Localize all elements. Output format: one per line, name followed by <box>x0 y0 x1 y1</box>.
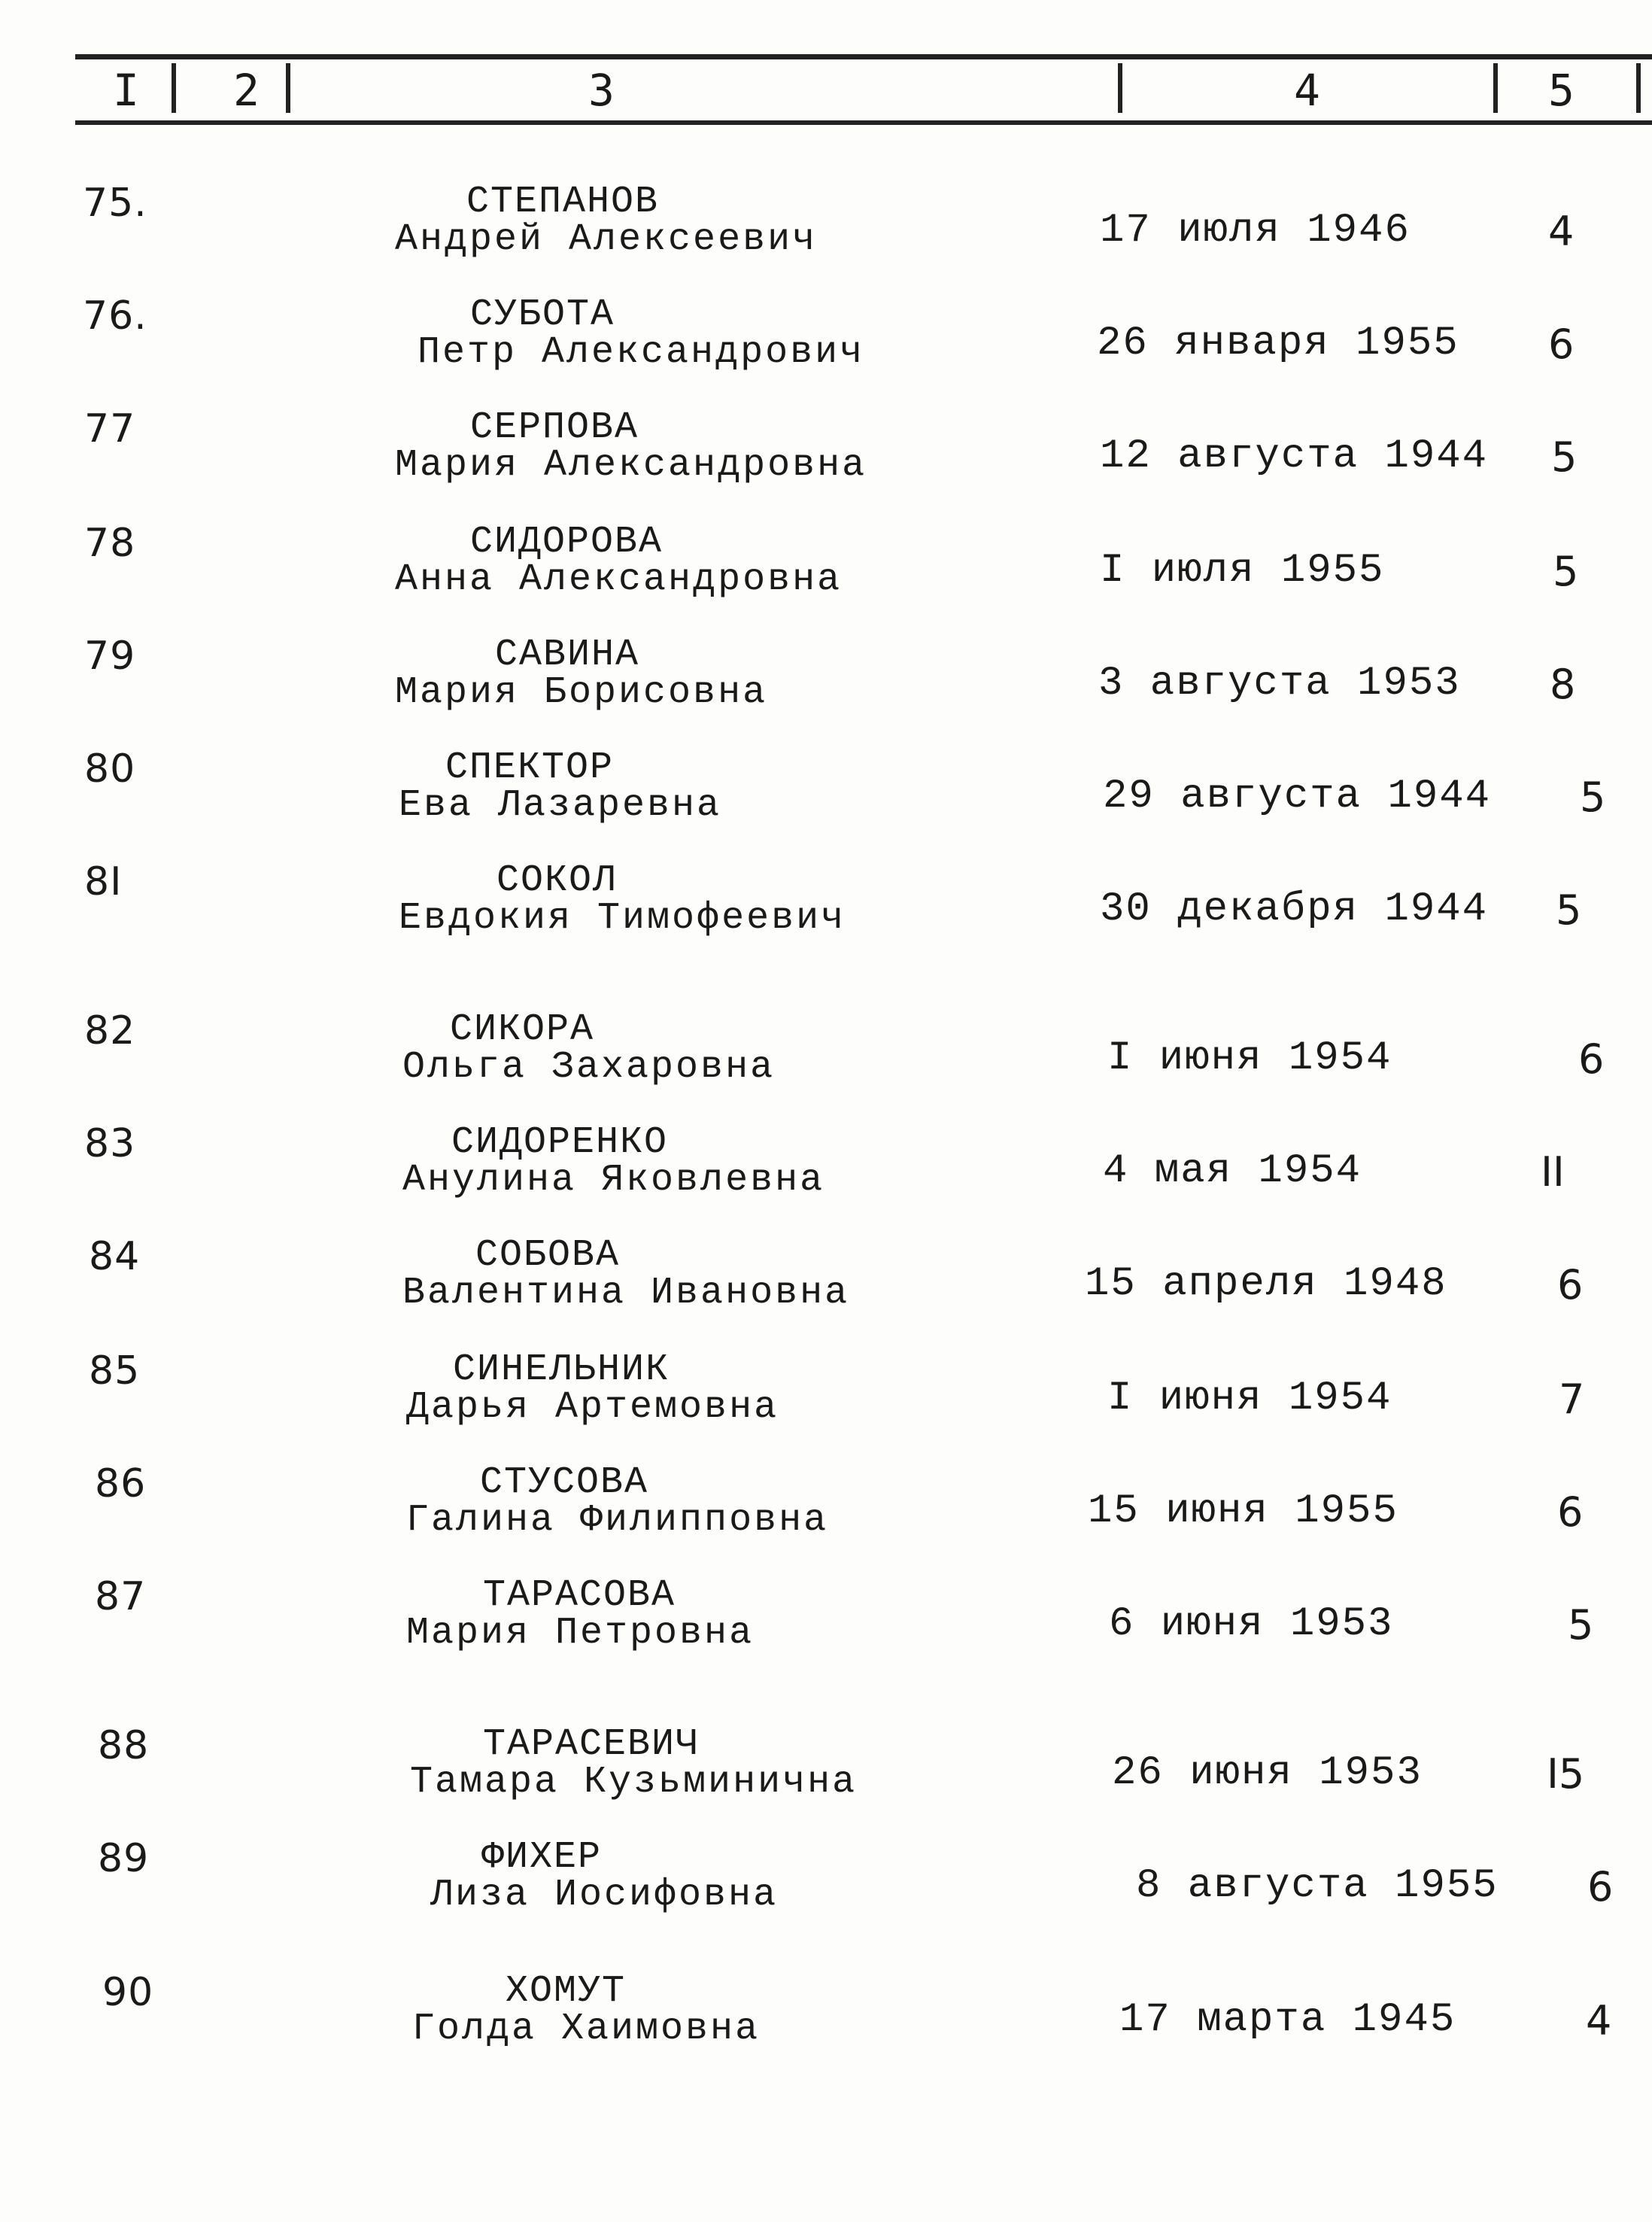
entry-date: 17 июля 1946 <box>1100 208 1411 254</box>
entry-date: 12 августа 1944 <box>1100 433 1489 479</box>
entry-number: 83 <box>84 1121 136 1166</box>
table-row <box>0 1574 1652 1687</box>
column-separator <box>1118 63 1122 113</box>
entry-date: 29 августа 1944 <box>1103 774 1492 819</box>
table-row <box>0 181 1652 293</box>
entry-number: 79 <box>84 634 136 679</box>
entry-surname: САВИНА <box>495 634 640 676</box>
column-header-3: 3 <box>588 65 615 116</box>
entry-count: 4 <box>1548 208 1575 255</box>
entry-surname: СИНЕЛЬНИК <box>453 1348 670 1391</box>
table-row <box>0 746 1652 859</box>
entry-date: 3 августа 1953 <box>1098 661 1461 707</box>
entry-given-name: Тамара Кузьминична <box>410 1761 858 1804</box>
entry-surname: СТЕПАНОВ <box>466 181 660 223</box>
table-row <box>0 1461 1652 1574</box>
entry-given-name: Валентина Ивановна <box>402 1272 850 1315</box>
entry-date: 15 июня 1955 <box>1088 1488 1398 1534</box>
entry-number: 89 <box>98 1836 150 1881</box>
column-separator <box>286 63 290 113</box>
entry-surname: СПЕКТОР <box>445 746 615 789</box>
entry-date: 4 мая 1954 <box>1103 1148 1362 1194</box>
table-row <box>0 1970 1652 2083</box>
table-row <box>0 859 1652 972</box>
entry-given-name: Анна Александровна <box>395 558 843 601</box>
entry-number: 88 <box>98 1723 150 1768</box>
entry-count: 5 <box>1551 433 1578 481</box>
entry-date: I июня 1954 <box>1107 1375 1392 1421</box>
entry-given-name: Евдокия Тимофеевич <box>399 897 846 940</box>
entry-number: 90 <box>102 1970 154 2015</box>
entry-count: 5 <box>1568 1601 1594 1649</box>
table-row <box>0 634 1652 746</box>
entry-number: 76. <box>83 293 147 339</box>
entry-surname: СИДОРЕНКО <box>451 1121 669 1164</box>
entry-given-name: Мария Борисовна <box>395 671 768 714</box>
entry-surname: СОБОВА <box>475 1234 621 1277</box>
entry-date: 15 апреля 1948 <box>1085 1261 1447 1307</box>
entry-count: 6 <box>1578 1035 1605 1083</box>
entry-count: 5 <box>1553 548 1579 595</box>
entry-date: 26 января 1955 <box>1097 321 1459 366</box>
entry-given-name: Мария Александровна <box>395 444 867 487</box>
entry-count: 5 <box>1580 774 1606 821</box>
entry-number: 77 <box>84 406 136 451</box>
table-row <box>0 1008 1652 1121</box>
entry-surname: СИДОРОВА <box>470 521 664 564</box>
entry-given-name: Анулина Яковлевна <box>402 1159 825 1202</box>
entry-given-name: Ева Лазаревна <box>399 784 722 827</box>
entry-given-name: Голда Хаимовна <box>412 2008 761 2050</box>
entry-number: 78 <box>84 521 136 566</box>
table-row <box>0 293 1652 406</box>
table-row <box>0 1121 1652 1234</box>
entry-date: 6 июня 1953 <box>1109 1601 1394 1647</box>
entry-given-name: Дарья Артемовна <box>406 1386 779 1429</box>
table-row <box>0 406 1652 519</box>
entry-date: I июня 1954 <box>1107 1035 1392 1081</box>
column-header-5: 5 <box>1548 65 1575 116</box>
entry-number: 86 <box>95 1461 147 1506</box>
column-header-1: I <box>113 65 139 116</box>
column-separator <box>1636 63 1641 113</box>
entry-given-name: Лиза Иосифовна <box>430 1874 779 1917</box>
entry-date: I июля 1955 <box>1100 548 1385 594</box>
table-row <box>0 521 1652 634</box>
entry-count: 5 <box>1556 886 1582 934</box>
table-row <box>0 1723 1652 1836</box>
entry-surname: СОКОЛ <box>497 859 618 902</box>
column-header-2: 2 <box>233 65 260 116</box>
entry-surname: ХОМУТ <box>506 1970 627 2013</box>
entry-surname: СЕРПОВА <box>470 406 639 449</box>
entry-date: 17 марта 1945 <box>1119 1997 1456 2043</box>
entry-number: 85 <box>89 1348 141 1394</box>
entry-given-name: Петр Александрович <box>418 331 865 374</box>
entry-given-name: Андрей Алексеевич <box>395 218 818 261</box>
table-row <box>0 1348 1652 1461</box>
entry-number: 87 <box>95 1574 147 1619</box>
header-top-rule <box>75 54 1652 59</box>
entry-number: 82 <box>84 1008 136 1053</box>
entry-surname: СИКОРА <box>450 1008 595 1051</box>
entry-surname: ТАРАСЕВИЧ <box>483 1723 700 1766</box>
entry-surname: ФИХЕР <box>481 1836 603 1879</box>
column-separator <box>172 63 176 113</box>
entry-surname: СУБОТА <box>470 293 615 336</box>
entry-number: 84 <box>89 1234 141 1279</box>
column-header-4: 4 <box>1294 65 1320 116</box>
entry-date: 30 декабря 1944 <box>1100 886 1489 932</box>
entry-date: 26 июня 1953 <box>1112 1750 1423 1796</box>
entry-count: I5 <box>1547 1750 1585 1798</box>
entry-count: 6 <box>1557 1261 1584 1309</box>
table-row <box>0 1836 1652 1949</box>
table-row <box>0 1234 1652 1347</box>
entry-count: 6 <box>1548 321 1575 368</box>
column-separator <box>1493 63 1498 113</box>
entry-count: 4 <box>1586 1997 1612 2044</box>
entry-number: 75. <box>83 181 147 226</box>
entry-count: 8 <box>1550 661 1576 708</box>
entry-surname: ТАРАСОВА <box>483 1574 676 1617</box>
entry-count: II <box>1541 1148 1565 1196</box>
entry-number: 80 <box>84 746 136 792</box>
entry-number: 8I <box>84 859 123 904</box>
entry-surname: СТУСОВА <box>480 1461 649 1504</box>
entry-count: 6 <box>1587 1863 1614 1910</box>
entry-count: 7 <box>1559 1375 1585 1423</box>
entry-date: 8 августа 1955 <box>1136 1863 1499 1909</box>
entry-count: 6 <box>1557 1488 1584 1536</box>
entry-given-name: Мария Петровна <box>406 1612 755 1655</box>
entry-given-name: Ольга Захаровна <box>402 1046 776 1089</box>
entry-given-name: Галина Филипповна <box>406 1499 829 1542</box>
header-bottom-rule <box>75 120 1652 125</box>
